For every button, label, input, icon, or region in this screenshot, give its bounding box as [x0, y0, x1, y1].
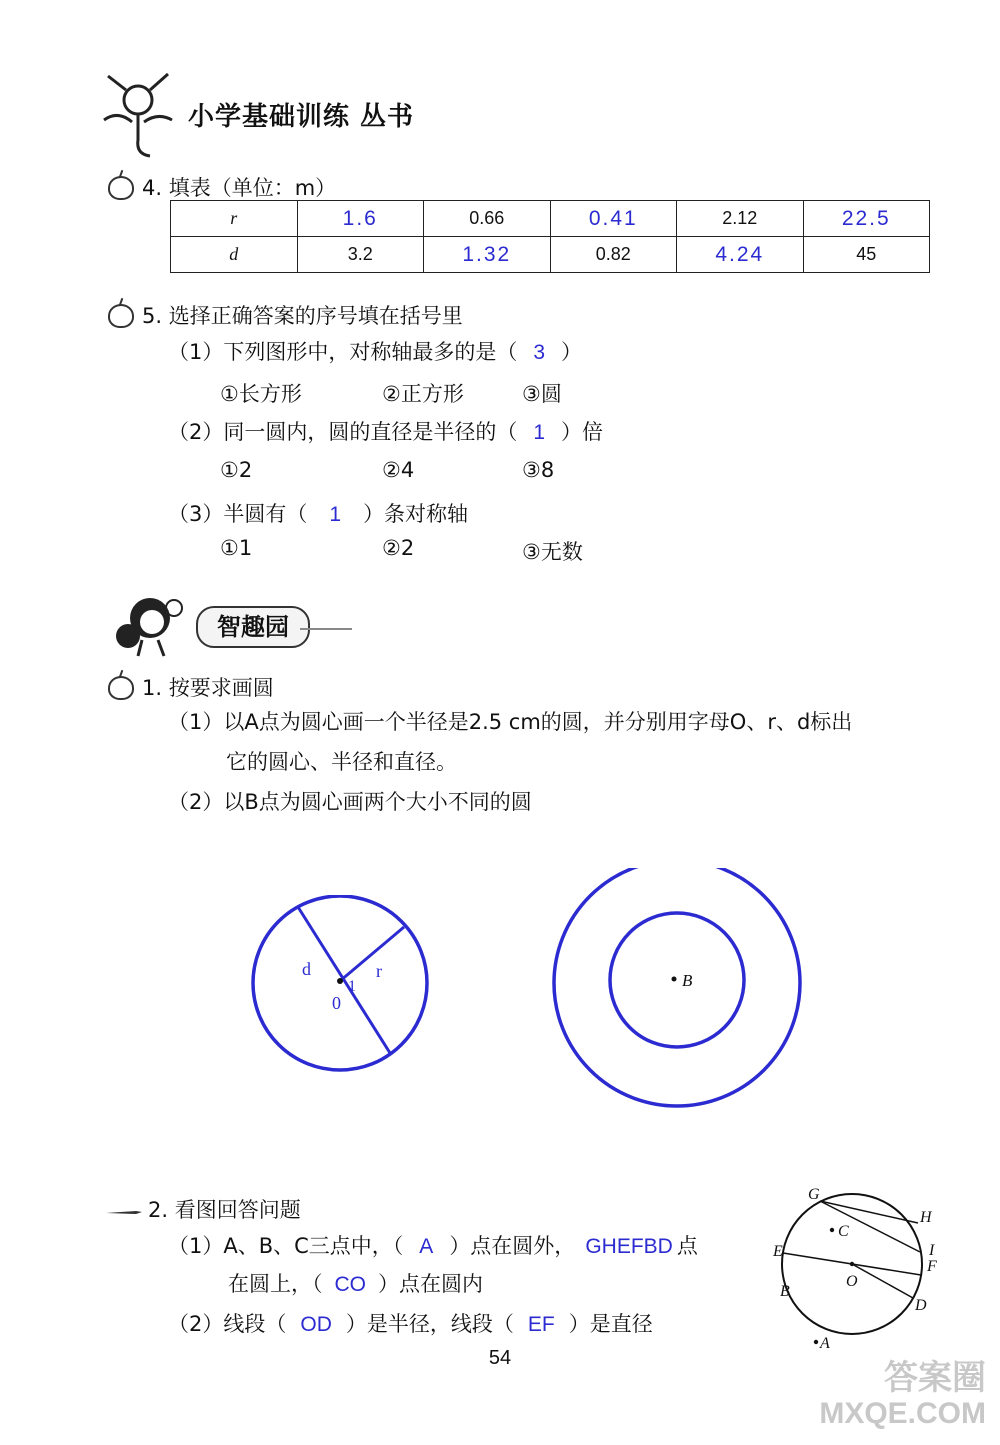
table-cell: 0.66	[424, 201, 551, 237]
d2-part1-end: 点	[676, 1234, 698, 1258]
d2-part2-stem: （2）线段（	[168, 1312, 287, 1336]
label-o: O	[846, 1273, 858, 1290]
table-cell: 4.24	[677, 237, 804, 273]
label-a: A	[820, 1335, 830, 1352]
point-o	[850, 1262, 854, 1266]
q5-part1-option: ②正方形	[382, 382, 464, 406]
label-b: B	[780, 1283, 790, 1300]
outer-circle	[554, 868, 800, 1106]
radius-diameter-table	[170, 200, 930, 273]
row-label-d: d	[171, 237, 298, 273]
chord-gh	[820, 1201, 918, 1223]
q5-part3-option: ①1	[220, 536, 253, 560]
section-title: 智趣园	[196, 606, 310, 648]
point-a	[814, 1340, 818, 1344]
d2-title: 2. 看图回答问题	[148, 1198, 301, 1222]
d2-part1-line1	[168, 1230, 698, 1260]
label-d: D	[915, 1297, 927, 1314]
label-g: G	[808, 1186, 820, 1203]
label-b: B	[682, 971, 693, 990]
d1-part1-line2: 它的圆心、半径和直径。	[226, 750, 457, 774]
q5-part1-option: ①长方形	[220, 382, 302, 406]
label-f: F	[927, 1258, 937, 1275]
label-o: 0	[332, 993, 341, 1013]
q5-part3-stem: （3）半圆有（	[168, 502, 308, 526]
d1-part1-line1: （1）以A点为圆心画一个半径是2.5 cm的圆，并分别用字母O、r、d标出	[168, 710, 853, 734]
table-cell: 2.12	[677, 201, 804, 237]
page-number: 54	[488, 1347, 512, 1369]
label-e: E	[773, 1243, 783, 1260]
q5-part3-close: ）条对称轴	[363, 502, 469, 526]
q5-part3-answer: 1	[329, 503, 342, 526]
q4-title: 4. 填表（单位：m）	[142, 176, 337, 200]
watermark-line2: MXQE.COM	[819, 1397, 986, 1430]
q5-part1-close: ）	[561, 340, 583, 364]
table-cell: 0.41	[550, 201, 677, 237]
q5-part2-option: ③8	[522, 458, 555, 482]
circle-figure-b	[550, 868, 806, 1110]
table-row	[171, 237, 930, 273]
d2-part1-answer-on: GHEFBD	[585, 1235, 673, 1258]
q5-part3-option: ②2	[382, 536, 415, 560]
label-one: 1	[348, 978, 356, 995]
d1-part2: （2）以B点为圆心画两个大小不同的圆	[168, 790, 532, 814]
apple-icon	[108, 676, 134, 700]
row-label-r: r	[171, 201, 298, 237]
d2-part1-line2	[228, 1268, 483, 1298]
table-cell: 22.5	[803, 201, 930, 237]
q5-part1-option: ③圆	[522, 382, 562, 406]
q5-part2-option: ②4	[382, 458, 415, 482]
label-c: C	[838, 1223, 849, 1240]
d1-title: 1. 按要求画圆	[142, 676, 274, 700]
q5-part2-stem: （2）同一圆内，圆的直径是半径的（	[168, 420, 518, 444]
child-figure-icon	[98, 70, 178, 160]
q5-part2	[168, 416, 603, 446]
table-cell: 3.2	[297, 237, 424, 273]
q5-part1-stem: （1）下列图形中，对称轴最多的是（	[168, 340, 518, 364]
label-h: H	[920, 1209, 932, 1226]
apple-icon	[108, 304, 134, 328]
q5-part2-answer: 1	[533, 421, 546, 444]
series-logo	[98, 70, 178, 160]
section-mascot	[112, 590, 192, 660]
d2-part2-answer-diameter: EF	[527, 1313, 555, 1336]
d2-part2	[168, 1308, 653, 1338]
watermark-line1: 答案圈	[884, 1359, 986, 1397]
table-cell: 1.6	[297, 201, 424, 237]
q5-part3-option: ③无数	[522, 540, 583, 564]
d2-part1-line2-end: ）点在圆内	[378, 1272, 483, 1296]
d2-part1-mid: ）点在圆外，	[449, 1234, 576, 1258]
q5-part2-option: ①2	[220, 458, 253, 482]
mascot-icon	[112, 590, 192, 660]
label-i: I	[929, 1242, 935, 1259]
inner-circle	[610, 913, 744, 1047]
pencil-icon	[106, 1202, 142, 1212]
point-b	[672, 977, 677, 982]
d2-part2-end: ）是直径	[568, 1312, 653, 1336]
d2-part1-answer-inside: CO	[334, 1273, 366, 1296]
d2-part1-stem: （1）A、B、C三点中，（	[168, 1234, 404, 1258]
table-row	[171, 201, 930, 237]
labelled-circle-figure	[770, 1180, 950, 1352]
q5-title: 5. 选择正确答案的序号填在括号里	[142, 304, 463, 328]
d2-part1-line2-stem: 在圆上，（	[228, 1272, 323, 1296]
apple-icon	[108, 176, 134, 200]
table-cell: 1.32	[424, 237, 551, 273]
series-title: 小学基础训练 丛书	[188, 102, 415, 132]
center-point	[337, 978, 343, 984]
radius-line	[340, 927, 404, 981]
table-cell: 45	[803, 237, 930, 273]
chord-gi	[820, 1201, 920, 1252]
section-decor-line	[300, 628, 352, 630]
table-cell: 0.82	[550, 237, 677, 273]
q5-part1-answer: 3	[533, 341, 546, 364]
d2-part2-mid: ）是半径，线段（	[345, 1312, 514, 1336]
q5-part2-close: ）倍	[561, 420, 604, 444]
label-d: d	[302, 959, 311, 979]
label-r: r	[376, 961, 382, 981]
circle-figure-a	[240, 895, 440, 1075]
watermark	[819, 1360, 986, 1432]
d2-part2-answer-radius: OD	[300, 1313, 332, 1336]
d2-part1-answer-outside: A	[419, 1235, 434, 1258]
point-c	[830, 1228, 834, 1232]
q5-part1	[168, 336, 582, 366]
q5-part3	[168, 498, 468, 528]
